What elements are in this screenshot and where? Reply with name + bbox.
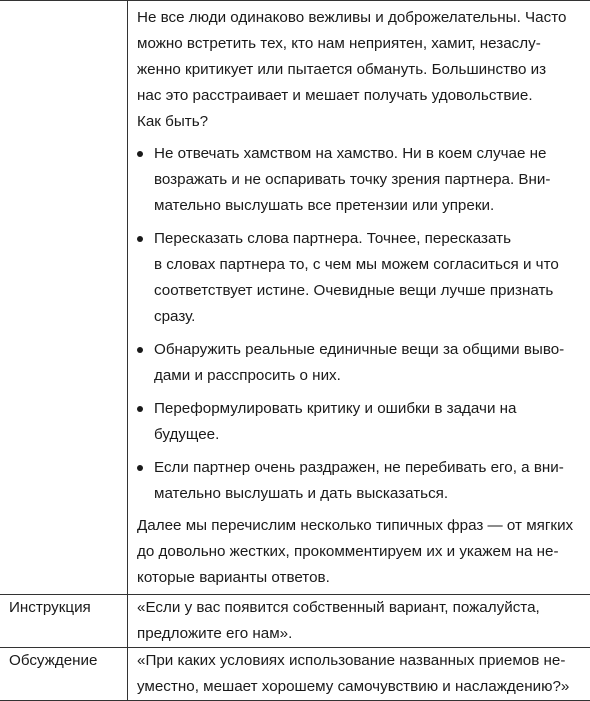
bullet-icon <box>137 151 143 157</box>
text-line: Обнаружить реальные единичные вещи за общими выво- <box>154 337 590 363</box>
text-line: Не все люди одинаково вежливы и доброжелательны. Часто <box>137 5 590 31</box>
text-line: уместно, мешает хорошему самочувствию и наслаждению?» <box>137 674 590 700</box>
text-line: нас это расстраивает и мешает получать удовольствие. <box>137 83 590 109</box>
list-item <box>137 337 590 389</box>
text-line: возражать и не оспаривать точку зрения партнера. Вни- <box>154 167 590 193</box>
text-line: мательно выслушать и дать высказаться. <box>154 481 590 507</box>
advice-list <box>137 141 590 507</box>
outro-paragraph <box>137 513 590 591</box>
text-line: Пересказать слова партнера. Точнее, пересказать <box>154 226 590 252</box>
text-line: дами и расспросить о них. <box>154 363 590 389</box>
instruction-text <box>128 595 590 648</box>
table-row-instruction <box>0 595 590 648</box>
text-line: до довольно жестких, прокомментируем их и укажем на не- <box>137 539 590 565</box>
text-line: Если партнер очень раздражен, не перебивать его, а вни- <box>154 455 590 481</box>
text-line: Далее мы перечислим несколько типичных фраз — от мягких <box>137 513 590 539</box>
text-line: женно критикует или пытается обмануть. Большинство из <box>137 57 590 83</box>
text-line: будущее. <box>154 422 590 448</box>
text-line: «При каких условиях использование названных приемов не- <box>137 648 590 674</box>
text-line: мательно выслушать все претензии или упреки. <box>154 193 590 219</box>
text-line: сразу. <box>154 304 590 330</box>
table-row-discussion <box>0 648 590 701</box>
table-row-intro <box>0 1 590 595</box>
bullet-icon <box>137 236 143 242</box>
row-label: Обсуждение <box>0 648 128 701</box>
text-line: Как быть? <box>137 109 590 135</box>
bullet-icon <box>137 406 143 412</box>
content-cell-intro <box>128 1 590 595</box>
list-item <box>137 141 590 219</box>
text-line: Не отвечать хамством на хамство. Ни в коем случае не <box>154 141 590 167</box>
text-line: Переформулировать критику и ошибки в задачи на <box>154 396 590 422</box>
text-line: предложите его нам». <box>137 621 590 647</box>
discussion-text <box>128 648 590 701</box>
bullet-icon <box>137 465 143 471</box>
intro-paragraph <box>137 5 590 135</box>
text-line: «Если у вас появится собственный вариант, пожалуйста, <box>137 595 590 621</box>
list-item <box>137 226 590 330</box>
bullet-icon <box>137 347 143 353</box>
text-line: в словах партнера то, с чем мы можем согласиться и что <box>154 252 590 278</box>
text-line: можно встретить тех, кто нам неприятен, хамит, незаслу- <box>137 31 590 57</box>
list-item <box>137 455 590 507</box>
text-line: соответствует истине. Очевидные вещи лучше признать <box>154 278 590 304</box>
label-cell-empty <box>0 1 128 595</box>
text-line: которые варианты ответов. <box>137 565 590 591</box>
list-item <box>137 396 590 448</box>
row-label: Инструкция <box>0 595 128 648</box>
